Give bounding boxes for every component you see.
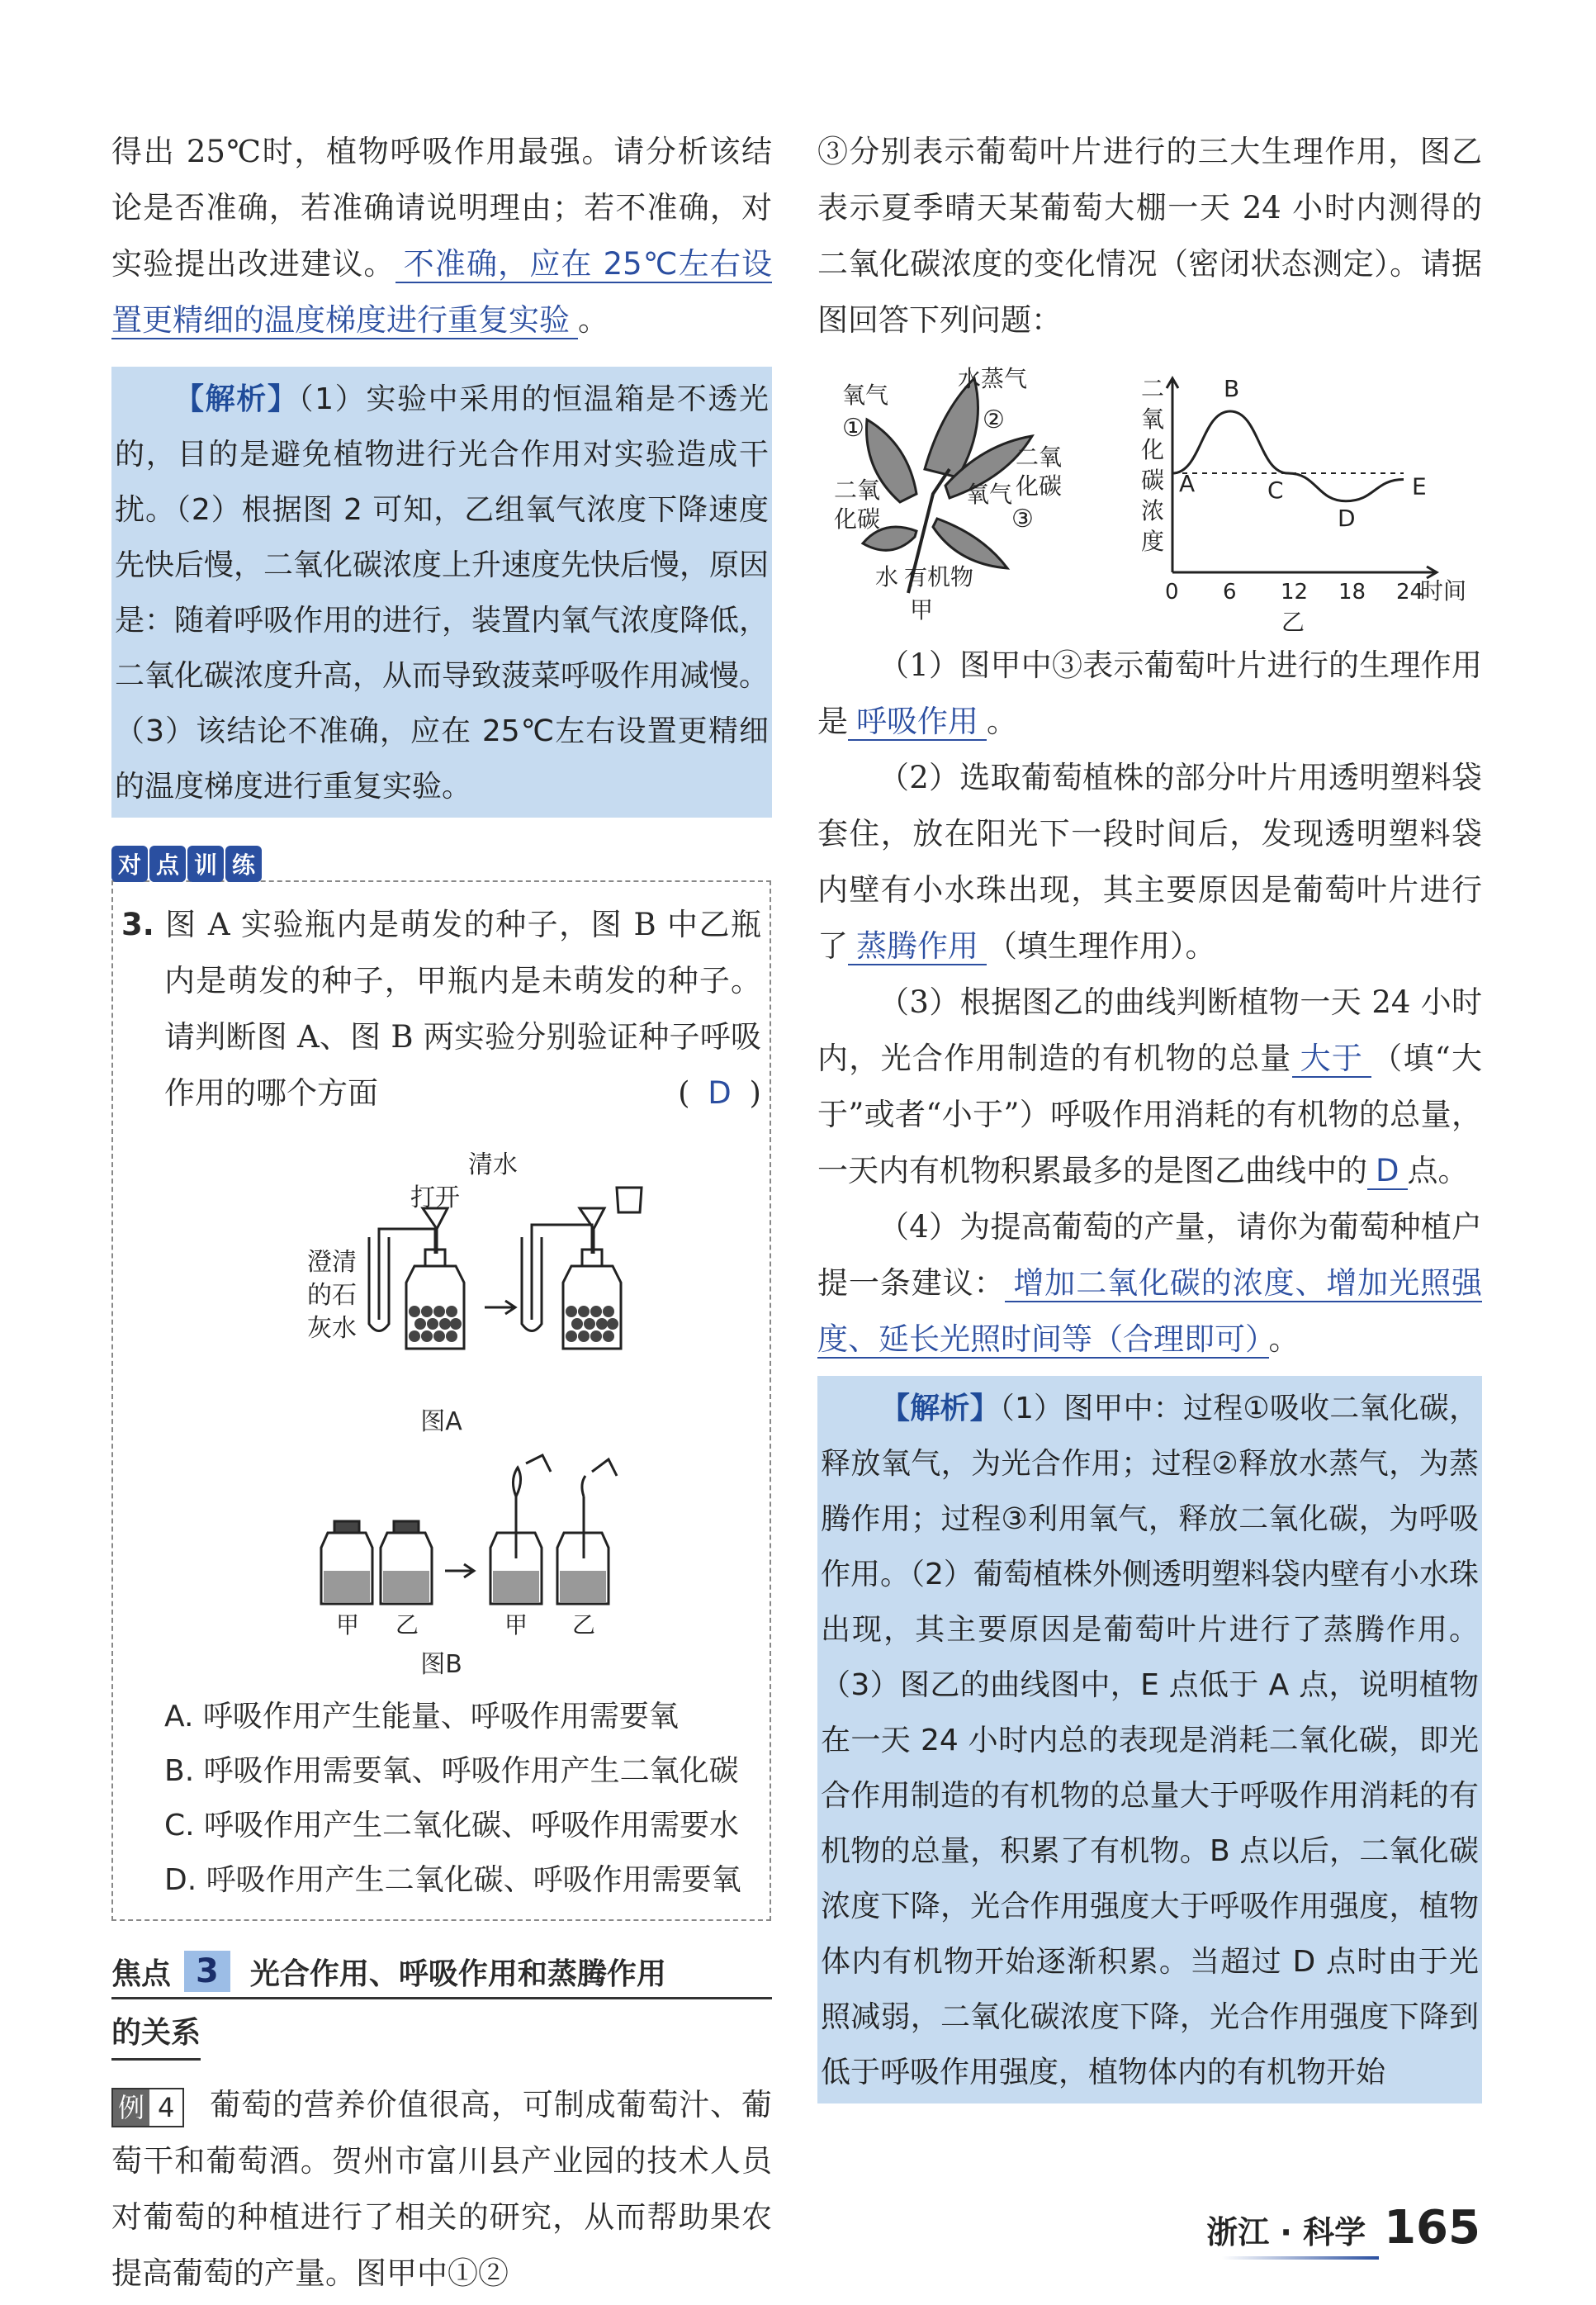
point-label-A: A	[1179, 470, 1196, 497]
question-text: 得出 25℃时，植物呼吸作用最强。请分析该结论是否准确，若准确请说明理由；若不准确，对实验提出改进建议。	[111, 134, 772, 282]
footer-accent	[1222, 2256, 1379, 2260]
seeds-left	[409, 1306, 462, 1342]
explanation-tag: 【解析】	[174, 382, 299, 416]
point-label-E: E	[1412, 472, 1427, 500]
label-open: 打开	[410, 1183, 460, 1212]
label-lime-3: 灰水	[307, 1314, 357, 1343]
figure-jia-caption: 甲	[910, 596, 934, 624]
y-axis-label-char: 度	[1141, 528, 1165, 555]
x-tick-label: 18	[1338, 580, 1366, 605]
label-jia: 甲	[336, 1611, 360, 1637]
training-char: 练	[225, 846, 262, 882]
choice-c: C. 呼吸作用产生二氧化碳、呼吸作用需要水	[164, 1809, 740, 1843]
label-yi: 乙	[395, 1611, 419, 1637]
question-3	[817, 975, 1482, 1199]
explanation-para	[821, 1381, 1479, 2100]
x-tick-label: 24	[1396, 580, 1424, 605]
label-co2-right-1: 二氧	[1016, 443, 1063, 471]
y-axis-label-char: 化	[1141, 436, 1165, 463]
label-process-2: ②	[983, 406, 1005, 434]
choice-a: A. 呼吸作用产生能量、呼吸作用需要氧	[164, 1700, 679, 1733]
punct: 。	[1268, 1321, 1300, 1357]
x-tick-label: 12	[1281, 580, 1309, 605]
question-number: 3.	[121, 907, 154, 942]
jar-yi-2	[557, 1459, 617, 1604]
explanation-tag: 【解析】	[880, 1392, 1000, 1425]
focus-label: 焦点	[111, 1956, 172, 1991]
question-1	[817, 638, 1482, 750]
figure-b	[121, 1447, 761, 1637]
choice-d: D. 呼吸作用产生二氧化碳、呼吸作用需要氧	[164, 1863, 741, 1897]
training-box	[111, 880, 771, 1921]
x-axis-label: 时间	[1420, 577, 1467, 605]
question-3-text: 图 A 实验瓶内是萌发的种子，图 B 中乙瓶内是萌发的种子，甲瓶内是未萌发的种子。请判断图 A、图 B 两实验分别验证种子呼吸作用的哪个方面	[164, 907, 761, 1111]
focus-number: 3	[184, 1951, 230, 1992]
answer-bracket: ( D )	[678, 1075, 761, 1111]
label-process-3: ③	[1011, 505, 1034, 534]
y-axis-label-char: 浓	[1141, 497, 1165, 524]
training-char: 对	[111, 846, 148, 882]
label-co2-left-1: 二氧	[834, 477, 881, 504]
point-label-B: B	[1224, 375, 1240, 402]
question-3-text-1: （3）根据图乙的曲线判断植物一天 24 小时内，光合作用制造的有机物的总量	[817, 984, 1482, 1076]
answer-3b: D	[1367, 1153, 1408, 1190]
left-column	[111, 124, 772, 2302]
label-water: 水	[875, 563, 899, 590]
focus-heading	[111, 1946, 772, 1999]
label-lime-2: 的石	[307, 1281, 357, 1310]
y-axis-label-char: 碳	[1141, 467, 1165, 494]
figure-a-caption: 图A	[420, 1407, 462, 1436]
example-label: 例	[113, 2089, 149, 2126]
y-axis-label-char: 氧	[1141, 406, 1165, 433]
explanation-box	[111, 367, 772, 818]
training-title	[111, 846, 262, 882]
punct: 。	[987, 704, 1017, 739]
label-jia: 甲	[504, 1611, 528, 1637]
example-text: 葡萄的营养价值很高，可制成葡萄汁、葡萄干和葡萄酒。贺州市富川县产业园的技术人员对葡萄的种植进行了相关的研究，从而帮助果农提高葡萄的产量。图甲中①②	[111, 2087, 772, 2291]
figure-a	[121, 1122, 761, 1394]
footer-region: 浙江 · 科学	[1206, 2214, 1366, 2250]
focus-title: 光合作用、呼吸作用和蒸腾作用	[249, 1956, 666, 1991]
point-label-C: C	[1267, 477, 1284, 504]
label-oxygen-bottom: 氧气	[966, 481, 1013, 508]
point-label-D: D	[1338, 504, 1356, 532]
label-co2-left-2: 化碳	[834, 505, 881, 533]
choice-b: B. 呼吸作用需要氧、呼吸作用产生二氧化碳	[164, 1754, 739, 1788]
intro-text: ③分别表示葡萄叶片进行的三大生理作用，图乙表示夏季晴天某葡萄大棚一天 24 小时内测得的二氧化碳浓度的变化情况（密闭状态测定）。请据图回答下列问题：	[817, 134, 1482, 338]
explanation-box-right	[817, 1376, 1482, 2103]
label-lime-1: 澄清	[307, 1248, 357, 1277]
example-number: 4	[158, 2091, 175, 2123]
label-vapor: 水蒸气	[958, 365, 1028, 392]
focus-title-continuation: 的关系	[111, 1999, 201, 2061]
answer-1: 呼吸作用	[848, 704, 987, 741]
answer-4: 增加二氧化碳的浓度、增加光照强度、延长光照时间等（合理即可）	[817, 1265, 1483, 1357]
punct: （填生理作用）。	[987, 928, 1216, 964]
page-footer	[1206, 2201, 1480, 2255]
explanation-para	[115, 372, 769, 814]
question-2	[817, 750, 1482, 975]
chart-yi	[1141, 375, 1466, 634]
label-process-1: ①	[842, 414, 864, 443]
explanation-text: （1）实验中采用的恒温箱是不透光的，目的是避免植物进行光合作用对实验造成干扰。（2）根据图 2 可知，乙组氧气浓度下降速度先快后慢，二氧化碳浓度上升速度先快后慢，原因是：随着呼吸作用的进行，装置内氧气浓度降低，二氧化碳浓度升高，从而导致菠菜呼吸作用减慢。（3）该结论不准确，应在 25℃左右设置更精细的温度梯度进行重复实验。	[115, 382, 770, 804]
arrow-icon	[485, 1301, 515, 1314]
x-tick-label: 0	[1165, 580, 1179, 605]
figures-jia-yi	[817, 353, 1482, 634]
right-column	[817, 124, 1482, 2103]
explanation-text: （1）图甲中：过程①吸收二氧化碳，释放氧气，为光合作用；过程②释放水蒸气，为蒸腾作用；过程③利用氧气，释放二氧化碳，为呼吸作用。（2）葡萄植株外侧透明塑料袋内壁有小水珠出现，其主要原因是葡萄叶片进行了蒸腾作用。（3）图乙的曲线图中，E 点低于 A 点，说明植物在一天 24 小时内总的表现是消耗二氧化碳，即光合作用制造的有机物的总量大于呼吸作用消耗的有机物的总量，积累了有机物。B 点以后，二氧化碳浓度下降，光合作用强度大于呼吸作用强度，植物体内有机物开始逐渐积累。当超过 D 点时由于光照减弱，二氧化碳浓度下降，光合作用强度下降到低于呼吸作用强度，植物体内的有机物开始	[821, 1392, 1479, 2089]
label-water: 清水	[468, 1150, 518, 1179]
question-4	[817, 1199, 1482, 1368]
jar-yi-1	[381, 1521, 432, 1604]
question-3	[121, 897, 761, 1122]
x-tick-label: 6	[1223, 580, 1237, 605]
label-organic: 有机物	[904, 563, 974, 590]
label-oxygen-top: 氧气	[842, 382, 889, 409]
training-char: 点	[149, 846, 186, 882]
label-yi: 乙	[572, 1611, 596, 1637]
punct: 点。	[1407, 1153, 1469, 1188]
figure-b-caption: 图B	[420, 1650, 462, 1679]
answer-2: 蒸腾作用	[848, 928, 987, 965]
arrow-icon	[445, 1564, 474, 1577]
y-axis-label-char: 二	[1141, 375, 1165, 402]
answer-3a: 大于	[1292, 1041, 1372, 1078]
question-3-text-2: （填“大于”或者“小于”）呼吸作用消耗的有机物的总量，一天内有机物积累最多的是图乙曲线中的	[817, 1041, 1482, 1188]
punct: 。	[578, 302, 609, 338]
answer-fill: 不准确，应在 25℃左右设置更精细的温度梯度进行重复实验	[111, 246, 772, 338]
figure-yi-caption: 乙	[1281, 609, 1305, 634]
question-continuation	[111, 124, 772, 349]
answer-choice: D	[708, 1075, 732, 1111]
co2-curve	[1172, 411, 1404, 501]
example-tag	[111, 2088, 184, 2127]
jar-jia-2	[490, 1455, 551, 1604]
page-number: 165	[1384, 2201, 1480, 2255]
training-char: 训	[187, 846, 224, 882]
label-co2-right-2: 化碳	[1016, 472, 1063, 500]
question-1-text: （1）图甲中③表示葡萄叶片进行的生理作用是	[817, 647, 1482, 739]
question-4-text: （4）为提高葡萄的产量，请你为葡萄种植户提一条建议：	[817, 1209, 1482, 1301]
jar-jia-1	[321, 1521, 372, 1604]
question-2-text: （2）选取葡萄植株的部分叶片用透明塑料袋套住，放在阳光下一段时间后，发现透明塑料袋内壁有小水珠出现，其主要原因是葡萄叶片进行了	[817, 760, 1482, 964]
example-4	[111, 2077, 772, 2302]
seeds-right	[566, 1306, 618, 1342]
